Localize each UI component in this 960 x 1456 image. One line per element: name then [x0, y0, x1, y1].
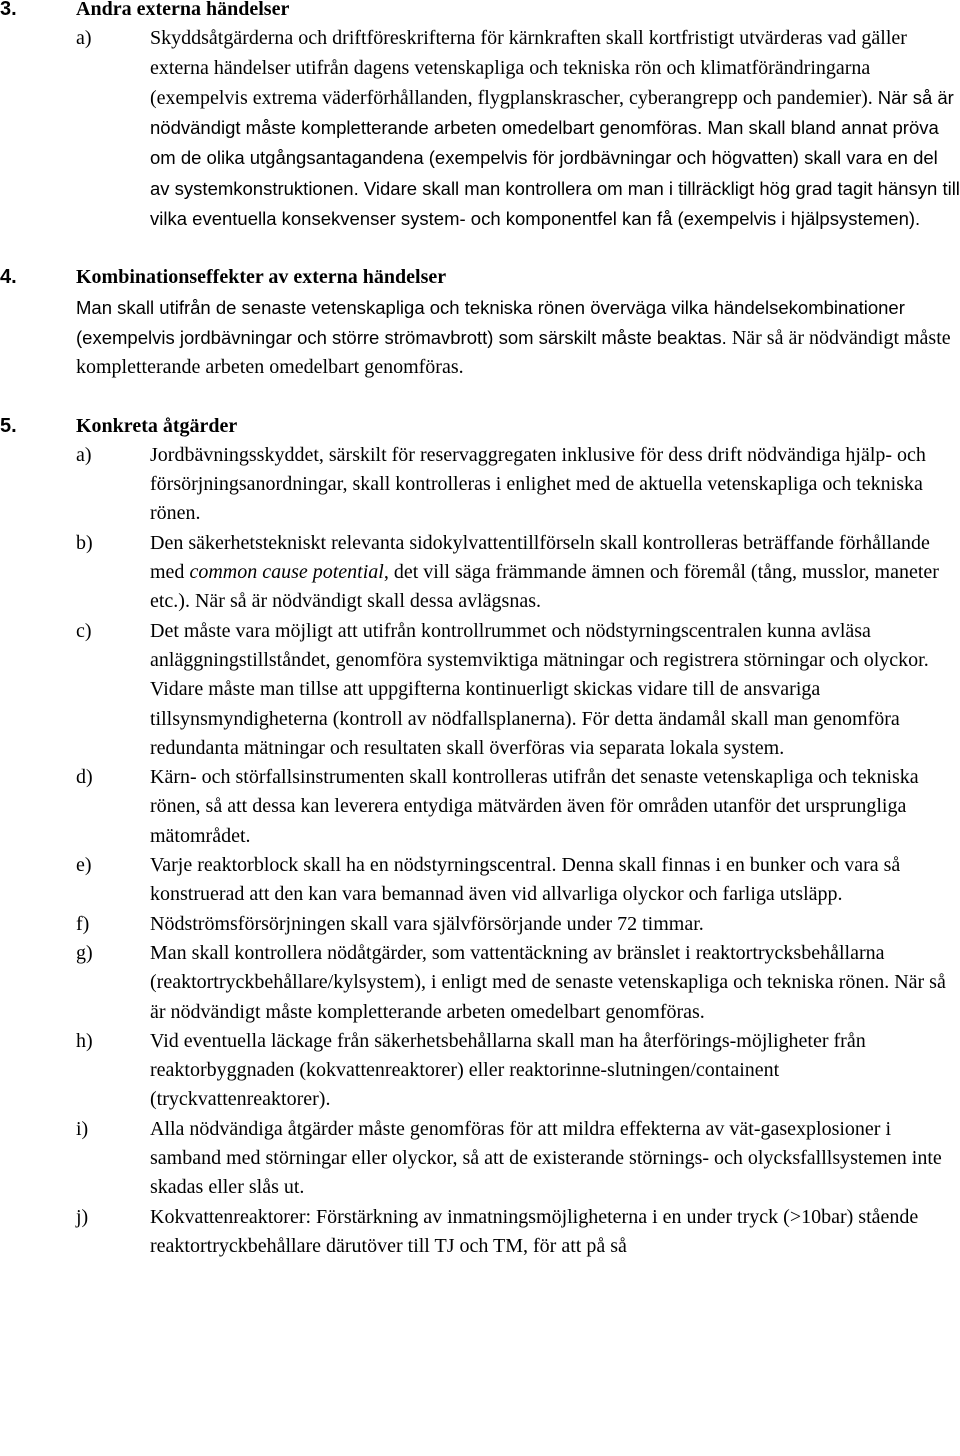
item-text-italic: common cause potential — [189, 561, 384, 584]
item-text: Det måste vara möjligt att utifrån kontrollrummet och nödstyrningscentralen kunna avläsa anläggningstillståndet, genomföra systemviktiga mätningar och registrera störningar och olyckor. Vidare måste man tillse att uppgifterna kontinuerligt skickas vidare till de ansvariga tillsynsmyndigheterna (kontroll av nödfallsplanerna). För detta ändamål skall man genomföra redundanta mätningar och resultaten skall överföras via separata lokala system. — [150, 619, 929, 759]
section-5 — [0, 412, 960, 1262]
item-letter: e) — [76, 854, 92, 877]
item-text-sans: När så är nödvändigt måste kompletterande arbeten omedelbart genomföras. Man skall bland annat pröva om de olika utgångsantagandena (exempelvis för jordbävningar och högvatten) skall vara en del av systemkonstruktionen. Vidare skall man kontrollera om man i tillräckligt hög grad tagit hänsyn till vilka eventuella konsekvenser system- och komponentfel kan få (exempelvis i hjälpsystemen). — [150, 86, 960, 230]
item-text: Kokvattenreaktorer: Förstärkning av inmatningsmöjligheterna i en under tryck (>10bar) stående reaktortryckbehållare därutöver till TJ och TM, för att på så — [150, 1205, 919, 1257]
item-letter: b) — [76, 531, 93, 554]
item-letter: f) — [76, 912, 90, 935]
item-letter: a) — [76, 27, 92, 50]
section-number: 3. — [0, 0, 17, 20]
section-body — [76, 293, 960, 383]
item-text: Nödströmsförsörjningen skall vara självförsörjande under 72 timmar. — [150, 912, 704, 935]
list-item — [76, 529, 960, 617]
section-3-body — [0, 24, 960, 234]
list-item — [76, 939, 960, 1027]
item-text: Man skall kontrollera nödåtgärder, som vattentäckning av bränslet i reaktortrycksbehållarna (reaktortryckbehållare/kylsystem), i enligt med de senaste vetenskapliga och tekniska rönen. När så är nödvändigt måste kompletterande arbeten omedelbart genomföras. — [150, 941, 946, 1023]
item-text-after: , det vill säga främmande ämnen och föremål (tång, musslor, maneter etc.). När så är nödvändigt skall dessa avlägsnas. — [150, 561, 939, 613]
item-letter: i) — [76, 1117, 89, 1140]
section-3 — [0, 0, 960, 24]
section-number: 4. — [0, 266, 17, 289]
item-text: Kärn- och störfallsinstrumenten skall kontrolleras utifrån det senaste vetenskapliga och tekniska rönen, så att dessa kan leverera entydiga mätvärden även för områden utanför det ursprungliga mätområdet. — [150, 766, 919, 847]
list-item — [76, 617, 960, 763]
section-title: Andra externa händelser — [76, 0, 290, 20]
list-item — [76, 1027, 960, 1115]
section-title: Kombinationseffekter av externa händelser — [76, 266, 447, 289]
item-text: Alla nödvändiga åtgärder måste genomföras för att mildra effekterna av vät-gasexplosioner i samband med störningar eller olyckor, så att de existerande störnings- och olycksfalllsystemen inte skadas eller slås ut. — [150, 1117, 942, 1199]
item-text: Varje reaktorblock skall ha en nödstyrningscentral. Denna skall finnas i en bunker och vara så konstruerad att den kan vara bemannad även vid allvarliga olyckor och farliga utsläpp. — [150, 854, 901, 906]
section-text-sans: Man skall utifrån de senaste vetenskapliga och tekniska rönen överväga vilka händelsekombinationer (exempelvis jordbävningar och större strömavbrott) som särskilt måste beaktas. — [76, 296, 905, 348]
section-4 — [0, 263, 960, 382]
item-text: Skyddsåtgärderna och driftföreskrifterna för kärnkraften skall kortfristigt utvärderas vad gäller externa händelser utifrån dagens vetenskapliga och tekniska rön och klimatförändringarna (exempelvis extrema väderförhållanden, flygplanskrascher, cyberangrepp och pandemier). — [150, 27, 907, 109]
list-item — [76, 1115, 960, 1203]
list-item — [76, 851, 960, 910]
item-letter: g) — [76, 941, 93, 964]
item-letter: d) — [76, 766, 93, 789]
item-text: Den säkerhetstekniskt relevanta sidokylvattentillförseln skall kontrolleras beträffande förhållande med — [150, 531, 930, 584]
list-item — [76, 1203, 960, 1262]
list-item — [76, 910, 960, 939]
list-item — [76, 763, 960, 851]
item-text: Vid eventuella läckage från säkerhetsbehållarna skall man ha återförings-möjligheter från reaktorbyggnaden (kokvattenreaktorer) eller reaktorinne-slutningen/containent (tryckvattenreaktorer). — [150, 1029, 866, 1111]
section-title: Konkreta åtgärder — [76, 414, 238, 437]
list-item — [76, 441, 960, 529]
item-letter: c) — [76, 619, 92, 642]
list-item — [76, 24, 960, 234]
section-number: 5. — [0, 414, 17, 437]
item-letter: j) — [76, 1205, 89, 1228]
item-text: Jordbävningsskyddet, särskilt för reservaggregaten inklusive för dess drift nödvändiga hjälp- och försörjningsanordningar, skall kontrolleras i enlighet med de aktuella vetenskapliga och tekniska rönen. — [150, 443, 926, 525]
section-text: När så är nödvändigt måste kompletterande arbeten omedelbart genomföras. — [76, 326, 951, 379]
item-letter: h) — [76, 1029, 93, 1052]
item-letter: a) — [76, 443, 92, 466]
